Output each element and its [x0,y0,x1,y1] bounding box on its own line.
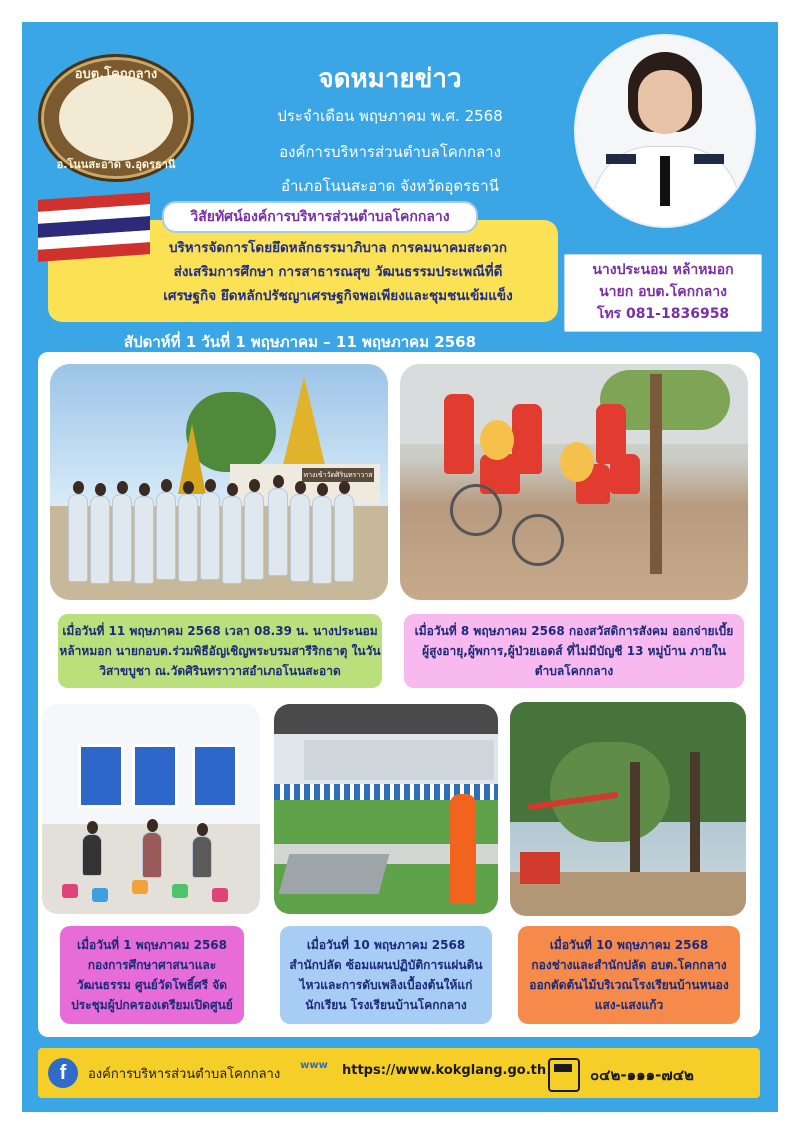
org-logo [38,54,194,182]
www-label: www [300,1060,328,1071]
face-blur-icon [480,420,514,460]
caption-5 [518,926,740,1024]
caption-4-line-2: สำนักปลัด ซ้อมแผนปฏิบัติการแผ่นดิน [289,958,483,972]
mayor-position: นายก อบต.โคกกลาง [599,284,727,300]
photo-parents-meeting [42,704,260,914]
face-blur-icon [560,442,594,482]
caption-5-line-1: เมื่อวันที่ 10 พฤษภาคม 2568 [549,938,709,952]
caption-2 [404,614,744,688]
header-month-line: ประจำเดือน พฤษภาคม พ.ศ. 2568 [277,107,503,125]
caption-4 [280,926,492,1024]
mayor-portrait [574,34,756,228]
photo-fire-drill [274,704,498,914]
facebook-page-name[interactable]: องค์การบริหารส่วนตำบลโคกกลาง [88,1067,281,1082]
header-org-line: องค์การบริหารส่วนตำบลโคกกลาง [279,143,501,161]
caption-1-line-3: วิสาขบูชา ณ.วัดศิรินทราวาสอำเภอโนนสะอาด [99,664,341,678]
caption-5-line-4: แสง-แสงแก้ว [594,998,664,1012]
caption-1 [58,614,382,688]
header-district-line: อำเภอโนนสะอาด จังหวัดอุดรธานี [281,177,499,195]
mayor-phone: โทร 081-1836958 [596,306,730,322]
phone-icon [548,1058,580,1092]
caption-3-line-4: ประชุมผู้ปกครองเตรียมเปิดศูนย์ [71,998,233,1012]
thai-flag-icon [38,192,150,260]
globe-icon [292,1060,336,1086]
photo-allowance-distribution [400,364,748,600]
caption-3-line-1: เมื่อวันที่ 1 พฤษภาคม 2568 [76,938,228,952]
mayor-name-card [564,254,762,332]
caption-2-line-1: เมื่อวันที่ 8 พฤษภาคม 2568 กองสวัสดิการสังคม ออกจ่ายเบี้ย [414,624,734,638]
vision-line-2: ส่งเสริมการศึกษา การสาธารณสุข วัฒนธรรมประเพณีที่ดี [173,264,503,280]
caption-3-line-2: กองการศึกษาศาสนาและ [87,958,217,972]
caption-3-line-3: วัฒนธรรม ศูนย์วัดโพธิ์ศรี จัด [76,978,228,992]
temple-sign: ทางเข้าวัดศิรินทราวาส [302,468,374,482]
week-range: สัปดาห์ที่ 1 วันที่ 1 พฤษภาคม – 11 พฤษภาคม 2568 [123,333,477,351]
photo-tree-cutting [510,702,746,916]
logo-bottom-text: อ.โนนสะอาด จ.อุดรธานี [56,158,176,171]
caption-1-line-2: หล้าหมอก นายกอบต.ร่วมพิธีอัญเชิญพระบรมสารีริกธาตุ ในวัน [59,644,381,658]
news-panel [38,352,760,1037]
website-link[interactable]: https://www.kokglang.go.th [342,1063,547,1078]
caption-4-line-3: ไหวและการดับเพลิงเบื้องต้นให้แก่ [299,978,473,992]
mayor-name: นางประนอม หล้าหมอก [592,262,734,278]
caption-1-line-1: เมื่อวันที่ 11 พฤษภาคม 2568 เวลา 08.39 น. นางประนอม [62,624,378,638]
caption-5-line-3: ออกตัดต้นไม้บริเวณโรงเรียนบ้านหนอง [529,978,729,992]
caption-2-line-2: ผู้สูงอายุ,ผู้พการ,ผู้ป่วยเอดส์ ที่ไม่มีบัญชี 13 หมู่บ้าน ภายใน [422,644,726,658]
vision-heading: วิสัยทัศน์องค์การบริหารส่วนตำบลโคกกลาง [162,201,478,233]
vision-line-3: เศรษฐกิจ ยึดหลักปรัชญาเศรษฐกิจพอเพียงและชุมชนเข้มแข็ง [163,288,513,304]
vision-line-1: บริหารจัดการโดยยึดหลักธรรมาภิบาล การคมนาคมสะดวก [168,240,508,256]
caption-4-line-4: นักเรียน โรงเรียนบ้านโคกกลาง [305,998,467,1012]
caption-3 [60,926,244,1024]
photo-temple-ceremony [50,364,388,600]
caption-5-line-2: กองช่างและสำนักปลัด อบต.โคกกลาง [531,958,727,972]
footer-bar [38,1048,760,1098]
newsletter-title: จดหมายข่าว [318,64,462,94]
logo-top-text: อบต.โคกกลาง [74,67,158,82]
office-phone: ๐๔๒-๑๑๑-๗๔๒ [590,1066,694,1084]
caption-2-line-3: ตำบลโคกกลาง [534,664,614,678]
caption-4-line-1: เมื่อวันที่ 10 พฤษภาคม 2568 [306,938,466,952]
facebook-icon[interactable]: f [48,1058,78,1088]
logo-house-emblem [59,75,173,161]
